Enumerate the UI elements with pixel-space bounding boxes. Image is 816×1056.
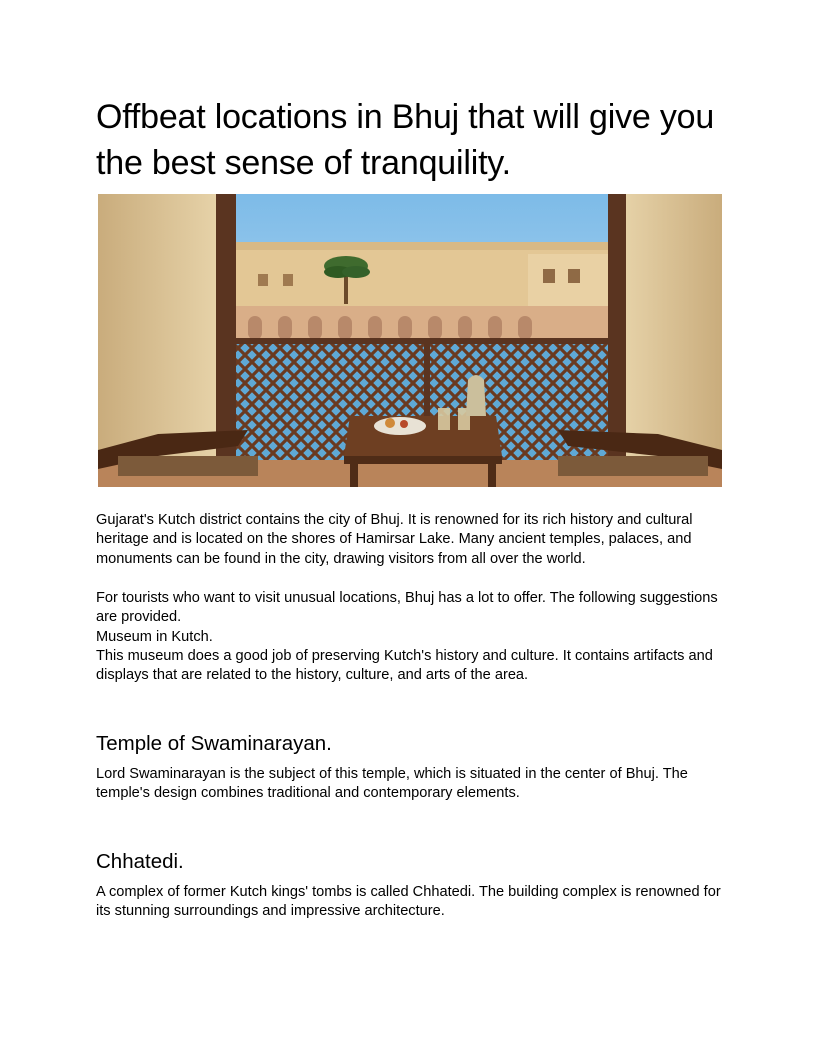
- balcony-photo: [98, 194, 722, 487]
- museum-paragraph: This museum does a good job of preserving Kutch's history and culture. It contains artifacts and displays that are related to the history, culture, and arts of the area.: [96, 648, 713, 684]
- intro-paragraph: Gujarat's Kutch district contains the city of Bhuj. It is renowned for its rich history and cultural heritage and is located on the shores of Hamirsar Lake. Many ancient temples, palaces, and monuments can be found in the city, drawing visitors from all over the world.: [96, 512, 693, 567]
- section-heading-temple: Temple of Swaminarayan.: [96, 732, 332, 755]
- chhatedi-paragraph: A complex of former Kutch kings' tombs is called Chhatedi. The building complex is renowned for its stunning surroundings and impressive architecture.: [96, 884, 721, 920]
- page-title: Offbeat locations in Bhuj that will give you the best sense of tranquility.: [96, 98, 715, 182]
- temple-paragraph: Lord Swaminarayan is the subject of this temple, which is situated in the center of Bhuj. The temple's design combines traditional and contemporary elements.: [96, 766, 688, 802]
- museum-heading: Museum in Kutch.: [96, 629, 213, 645]
- tourists-paragraph: For tourists who want to visit unusual locations, Bhuj has a lot to offer. The following suggestions are provided.: [96, 590, 718, 626]
- section-heading-chhatedi: Chhatedi.: [96, 850, 184, 873]
